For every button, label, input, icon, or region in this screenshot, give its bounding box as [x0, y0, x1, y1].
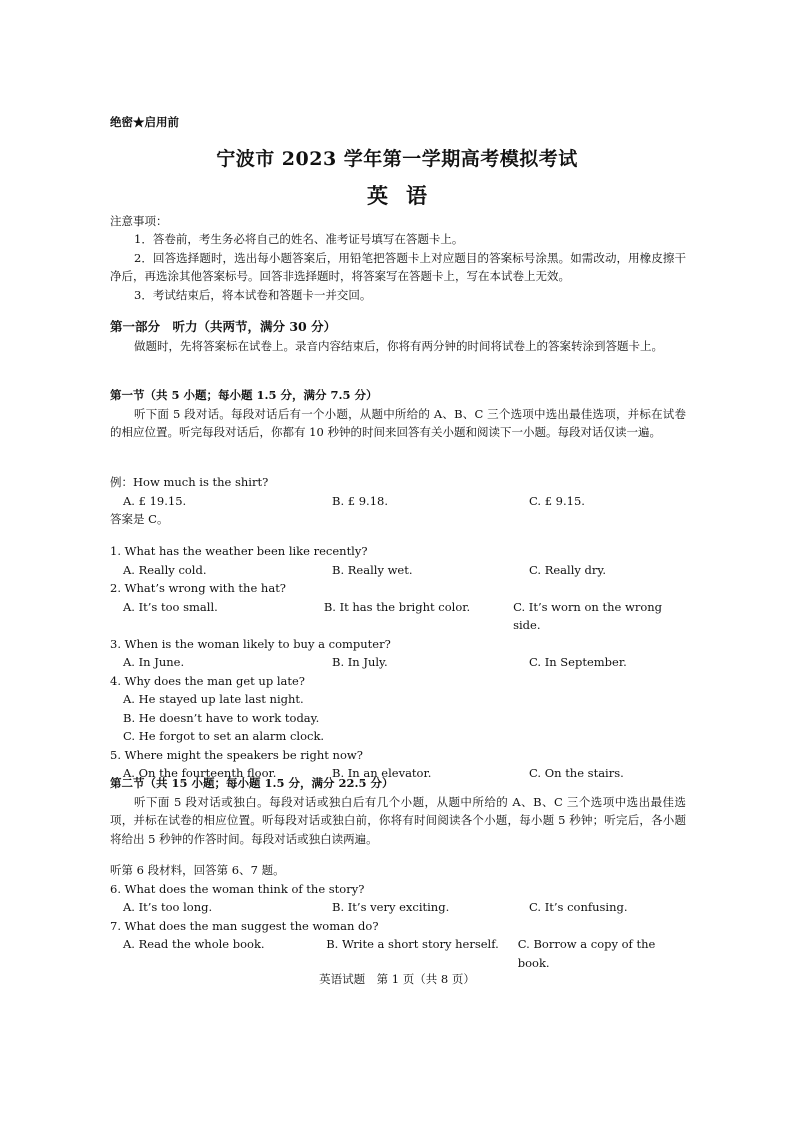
question-3-options [110, 653, 686, 672]
section1-block [110, 386, 686, 442]
confidential-label: 绝密★启用前 [110, 115, 179, 129]
note-item: 1．答卷前，考生务必将自己的姓名、准考证号填写在答题卡上。 [134, 232, 464, 246]
option-a: A. It’s too small. [123, 599, 218, 614]
material-6-instruction: 听第 6 段材料，回答第 6、7 题。 [110, 863, 285, 877]
option-c: C. On the stairs. [529, 766, 624, 780]
option-a: A. It’s too long. [123, 900, 213, 914]
option-a: A. Really cold. [123, 562, 207, 577]
question-7: 7. What does the man suggest the woman do? [110, 918, 379, 933]
section1-title: 第一节（共 5 小题；每小题 1.5 分，满分 7.5 分） [110, 388, 378, 402]
option-c: C. Borrow a copy of the book. [517, 937, 656, 970]
part1-intro: 做题时，先将答案标在试卷上。录音内容结束后，你将有两分钟的时间将试卷上的答案转涂到答题卡上。 [134, 338, 663, 353]
option-b: B. In July. [332, 655, 388, 669]
option-a: A. He stayed up late last night. [123, 692, 304, 706]
question-5: 5. Where might the speakers be right now? [110, 747, 363, 762]
option-a: A. Read the whole book. [123, 937, 265, 951]
section1-intro: 听下面 5 段对话。每段对话后有一个小题，从题中所给的 A、B、C 三个选项中选出最佳选项，并标在试卷的相应位置。听完每段对话后，你都有 10 秒钟的时间来回答有关小题和阅读下一小题。每段对话仅读一遍。 [110, 406, 686, 439]
option-b: B. It has the bright color. [323, 599, 471, 614]
question-4: 4. Why does the man get up late? [110, 673, 305, 688]
example-answer: 答案是 C。 [110, 512, 169, 526]
question-7-options [110, 935, 686, 972]
questions-6-7 [110, 861, 686, 972]
question-6: 6. What does the woman think of the story? [110, 881, 365, 896]
option-a: A. In June. [123, 655, 185, 669]
note-item: 2．回答选择题时，选出每小题答案后，用铅笔把答题卡上对应题目的答案标号涂黑。如需改动，用橡皮擦干净后，再选涂其他答案标号。回答非选择题时，将答案写在答题卡上，写在本试卷上无效。 [110, 250, 686, 283]
example-block [110, 473, 686, 529]
option-c: C. He forgot to set an alarm clock. [123, 729, 325, 743]
option-b: B. Write a short story herself. [326, 937, 499, 951]
option-c: C. It’s confusing. [529, 900, 628, 914]
option-c: C. £ 9.15. [529, 493, 585, 508]
option-a: A. £ 19.15. [123, 493, 187, 508]
exam-title: 宁波市 2023 学年第一学期高考模拟考试 [216, 148, 578, 170]
option-b: B. In an elevator. [332, 766, 432, 780]
question-1-options [110, 561, 686, 580]
option-c: C. It’s worn on the wrong side. [513, 599, 663, 632]
question-2-options [110, 598, 686, 635]
note-item: 3．考试结束后，将本试卷和答题卡一并交回。 [134, 287, 372, 302]
notes-list [110, 230, 686, 304]
question-6-options [110, 898, 686, 917]
section2-title: 第二节（共 15 小题；每小题 1.5 分，满分 22.5 分） [110, 776, 394, 790]
part1-title: 第一部分 听力（共两节，满分 30 分） [110, 319, 337, 334]
option-c: C. In September. [529, 655, 627, 669]
option-b: B. He doesn’t have to work today. [123, 710, 320, 725]
subject-title: 英语 [367, 183, 445, 208]
section2-block [110, 774, 686, 848]
part1-block [110, 318, 686, 355]
section2-intro: 听下面 5 段对话或独白。每段对话或独白后有几个小题，从题中所给的 A、B、C 三个选项中选出最佳选项，并标在试卷的相应位置。听每段对话或独白前，你将有时间阅读各个小题，每小题 5 秒钟；听完后，各小题将给出 5 秒钟的作答时间。每段对话或独白读两遍。 [110, 794, 686, 846]
question-3: 3. When is the woman likely to buy a computer? [110, 636, 391, 651]
question-2: 2. What’s wrong with the hat? [110, 581, 286, 595]
option-b: B. £ 9.18. [332, 493, 388, 508]
question-1: 1. What has the weather been like recently? [110, 544, 368, 558]
page-footer: 英语试题 第 1 页（共 8 页） [319, 972, 475, 986]
example-question: 例：How much is the shirt? [110, 475, 269, 489]
questions-1-5 [110, 542, 686, 783]
option-b: B. It’s very exciting. [332, 900, 450, 914]
option-a: A. On the fourteenth floor. [123, 766, 277, 780]
option-b: B. Really wet. [332, 562, 413, 577]
example-options [110, 492, 686, 511]
option-c: C. Really dry. [529, 562, 607, 577]
notes-title: 注意事项： [110, 214, 168, 228]
